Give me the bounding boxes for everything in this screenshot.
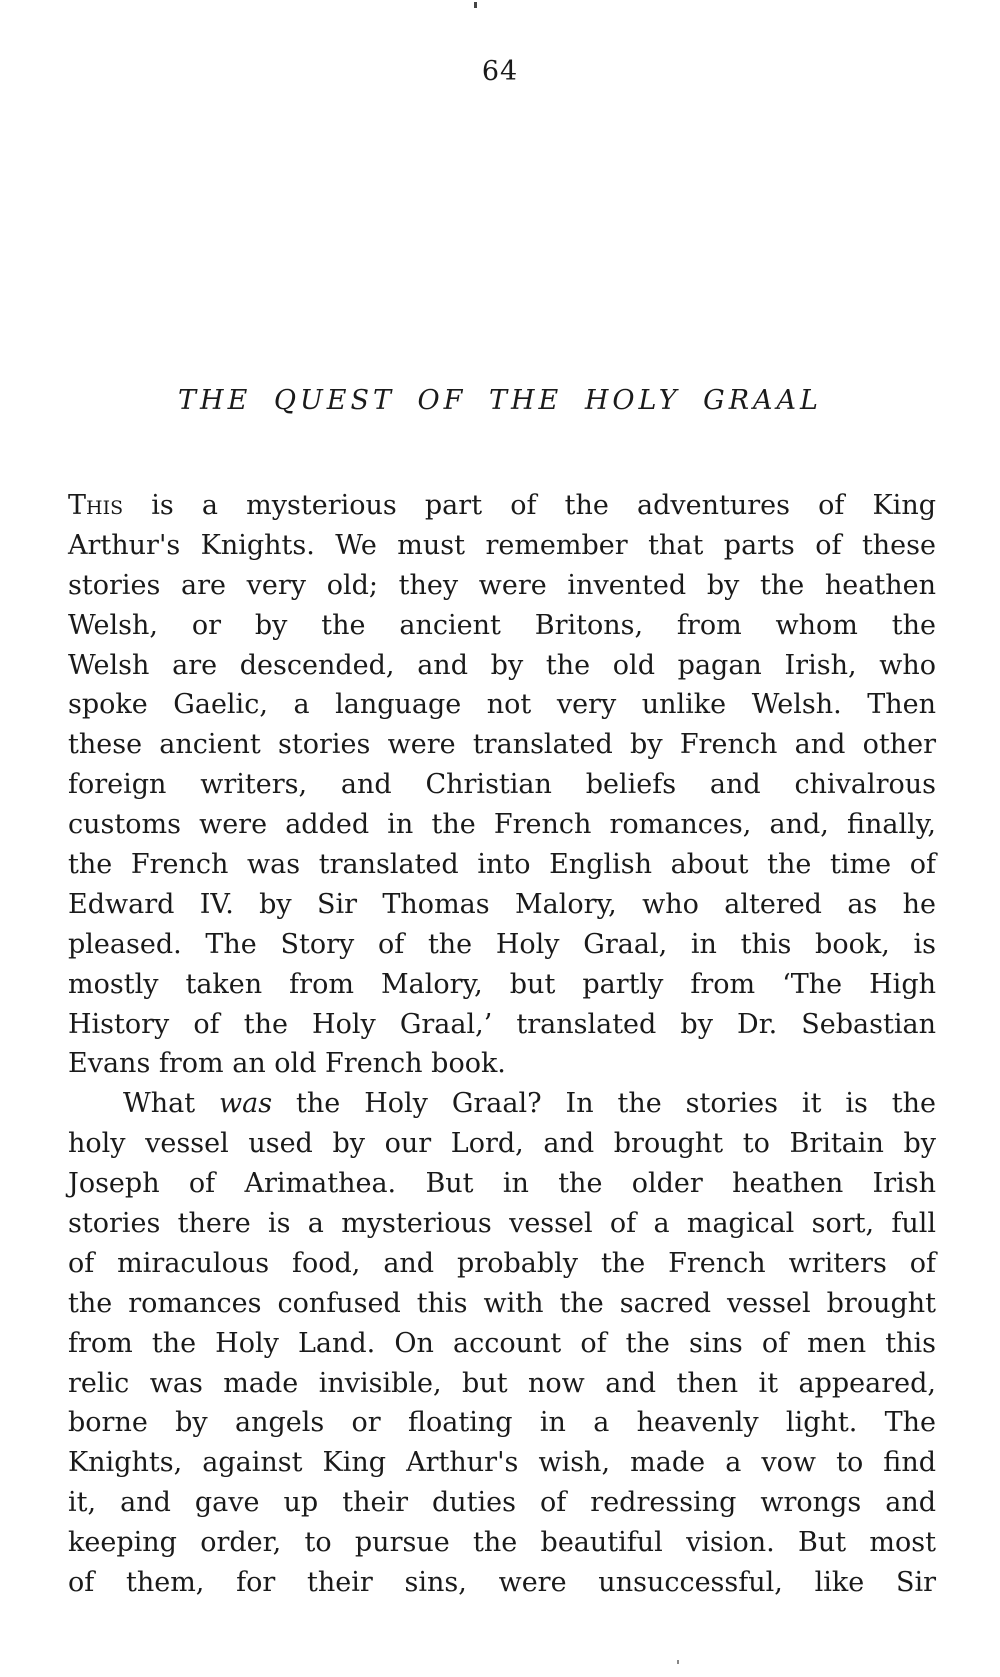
body-text [68, 486, 936, 1603]
text-line [68, 486, 936, 526]
scan-speck-bottom [677, 1660, 679, 1664]
text-line [68, 1084, 936, 1124]
text-line: from the Holy Land. On account of the sins of men this [68, 1327, 936, 1359]
chapter-heading: THE QUEST OF THE HOLY GRAAL [178, 385, 822, 416]
text-line: of them, for their sins, were unsuccessful, like Sir [68, 1567, 936, 1599]
text-line: stories there is a mysterious vessel of a magical sort, full [68, 1208, 936, 1240]
opening-word: This [68, 490, 124, 521]
text-line: customs were added in the French romances, and, finally, [68, 809, 936, 841]
text-line: of miraculous food, and probably the French writers of [68, 1247, 936, 1279]
text-fragment: is a mysterious part of the adventures of King [123, 490, 936, 521]
emphasis: was [219, 1088, 273, 1120]
text-line: it, and gave up their duties of redressing wrongs and [68, 1487, 936, 1519]
text-line: keeping order, to pursue the beautiful vision. But most [68, 1527, 936, 1559]
text-fragment: What [123, 1088, 220, 1120]
text-line: Arthur's Knights. We must remember that parts of these [68, 529, 936, 561]
text-line: the romances confused this with the sacred vessel brought [68, 1287, 936, 1319]
text-line: holy vessel used by our Lord, and brought to Britain by [68, 1128, 936, 1160]
text-line: the French was translated into English about the time of [68, 849, 936, 881]
text-line: History of the Holy Graal,’ translated by Dr. Sebastian [68, 1008, 936, 1040]
text-line: Welsh, or by the ancient Britons, from whom the [68, 609, 936, 641]
page-number: 64 [481, 56, 519, 87]
text-line: Joseph of Arimathea. But in the older heathen Irish [68, 1168, 936, 1200]
text-line: borne by angels or floating in a heavenly light. The [68, 1407, 936, 1439]
text-line: Evans from an old French book. [68, 1048, 506, 1080]
text-line: stories are very old; they were invented by the heathen [68, 569, 936, 601]
text-line: pleased. The Story of the Holy Graal, in this book, is [68, 928, 936, 960]
text-line: mostly taken from Malory, but partly from ‘The High [68, 968, 936, 1000]
text-line: Edward IV. by Sir Thomas Malory, who altered as he [68, 888, 936, 920]
text-fragment: the Holy Graal? In the stories it is the [272, 1088, 936, 1120]
text-line: spoke Gaelic, a language not very unlike Welsh. Then [68, 689, 936, 721]
text-line: foreign writers, and Christian beliefs and chivalrous [68, 769, 936, 801]
text-line: Knights, against King Arthur's wish, made a vow to find [68, 1447, 936, 1479]
text-line: relic was made invisible, but now and then it appeared, [68, 1367, 936, 1399]
text-line: these ancient stories were translated by French and other [68, 729, 936, 761]
text-line: Welsh are descended, and by the old pagan Irish, who [68, 649, 936, 681]
scan-speck-top [474, 2, 477, 8]
